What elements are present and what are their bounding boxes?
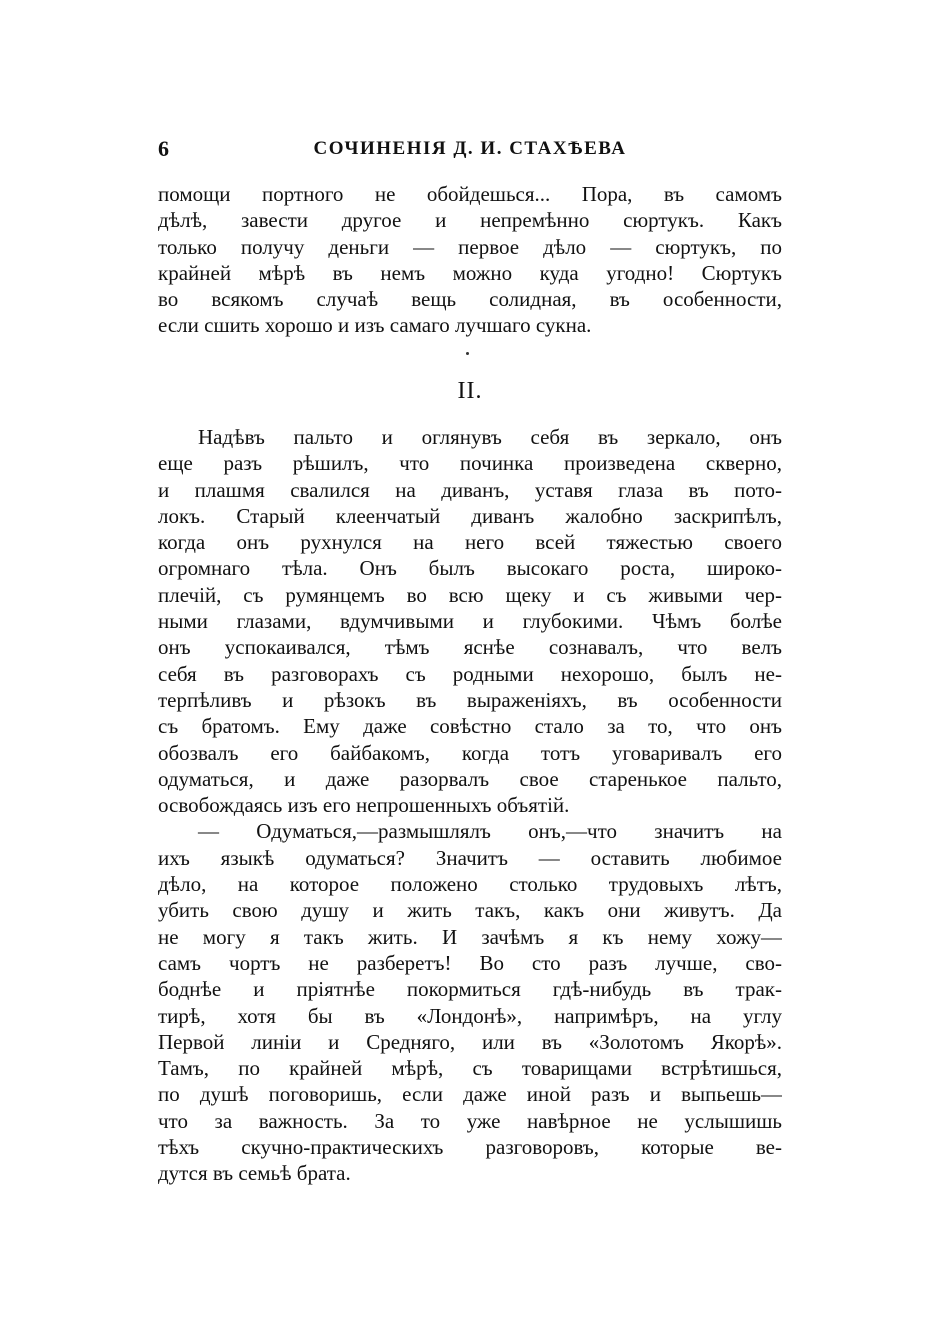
text-line: помощи портного не обойдешься... Пора, въ самомъ — [158, 182, 782, 206]
text-line: если сшить хорошо и изъ самаго лучшаго сукна. — [158, 313, 592, 338]
paragraph-1 — [158, 181, 782, 339]
text-line: огромнаго тѣла. Онъ былъ высокаго роста, широко- — [158, 556, 782, 581]
text-line: себя въ разговорахъ съ родными нехорошо, былъ не- — [158, 661, 782, 686]
paragraph-3 — [158, 818, 782, 1186]
text-line: ными глазами, вдумчивыми и глубокими. Чѣмъ болѣе — [158, 609, 782, 634]
text-line: дѣлѣ, завести другое и непремѣнно сюртукъ. Какъ — [158, 208, 782, 233]
text-line: плечій, съ румянцемъ во всю щеку и съ живыми чер- — [158, 582, 782, 607]
text-line: тѣхъ скучно-практическихъ разговоровъ, которые ве- — [158, 1135, 782, 1160]
section-heading: II. — [457, 378, 483, 404]
text-line: во всякомъ случаѣ вещь солидная, въ особенности, — [158, 287, 782, 312]
text-line: съ братомъ. Ему даже совѣстно стало за то, что онъ — [158, 714, 782, 739]
paragraph-2 — [158, 424, 782, 818]
text-line: когда онъ рухнулся на него всей тяжестью своего — [158, 530, 782, 555]
text-line: дѣло, на которое положено столько трудовыхъ лѣтъ, — [158, 872, 782, 897]
text-line: ихъ языкѣ одуматься? Значитъ — оставить любимое — [158, 845, 782, 870]
text-line: убить свою душу и жить такъ, какъ они живутъ. Да — [158, 898, 782, 923]
text-line: дутся въ семьѣ брата. — [158, 1161, 351, 1186]
text-line: — Одуматься,—размышлялъ онъ,—что значитъ на — [198, 819, 782, 844]
text-line: обозвалъ его байбакомъ, когда тотъ уговаривалъ его — [158, 740, 782, 765]
text-line: только получу деньги — первое дѣло — сюртукъ, по — [158, 234, 782, 259]
text-line: онъ успокаивался, тѣмъ яснѣе сознавалъ, что велъ — [158, 635, 782, 660]
text-line: освобождаясь изъ его непрошенныхъ объятій. — [158, 793, 570, 818]
print-speck — [466, 352, 469, 355]
text-line: не могу я такъ жить. И зачѣмъ я къ нему хожу— — [158, 924, 782, 949]
text-line: крайней мѣрѣ въ немъ можно куда угодно! Сюртукъ — [158, 260, 782, 285]
page-number: 6 — [158, 136, 169, 161]
text-line: Тамъ, по крайней мѣрѣ, съ товарищами встрѣтишься, — [158, 1056, 782, 1081]
text-line: Первой линіи и Средняго, или въ «Золотомъ Якорѣ». — [158, 1029, 782, 1054]
text-line: и плашмя свалился на диванъ, уставя глаза въ пото- — [158, 477, 782, 502]
running-title: СОЧИНЕНІЯ Д. И. СТАХѢЕВА — [313, 138, 627, 159]
text-line: еще разъ рѣшилъ, что починка произведена скверно, — [158, 451, 782, 476]
text-line: что за важность. За то уже навѣрное не услышишь — [158, 1108, 782, 1133]
text-line: по душѣ поговоришь, если даже иной разъ и выпьешь— — [158, 1082, 782, 1107]
body-text — [158, 424, 782, 1187]
text-line: боднѣе и пріятнѣе покормиться гдѣ-нибудь въ трак- — [158, 977, 782, 1002]
page-header — [158, 136, 782, 166]
text-line: Надѣвъ пальто и оглянувъ себя въ зеркало, онъ — [198, 425, 782, 449]
text-line: самъ чортъ не разберетъ! Во сто разъ лучше, сво- — [158, 950, 782, 975]
text-line: локъ. Старый клеенчатый диванъ жалобно заскрипѣлъ, — [158, 503, 782, 528]
text-line: одуматься, и даже разорвалъ свое старенькое пальто, — [158, 766, 782, 791]
text-line: терпѣливъ и рѣзокъ въ выраженіяхъ, въ особенности — [158, 687, 782, 712]
text-line: тирѣ, хотя бы въ «Лондонѣ», напримѣръ, на углу — [158, 1003, 782, 1028]
